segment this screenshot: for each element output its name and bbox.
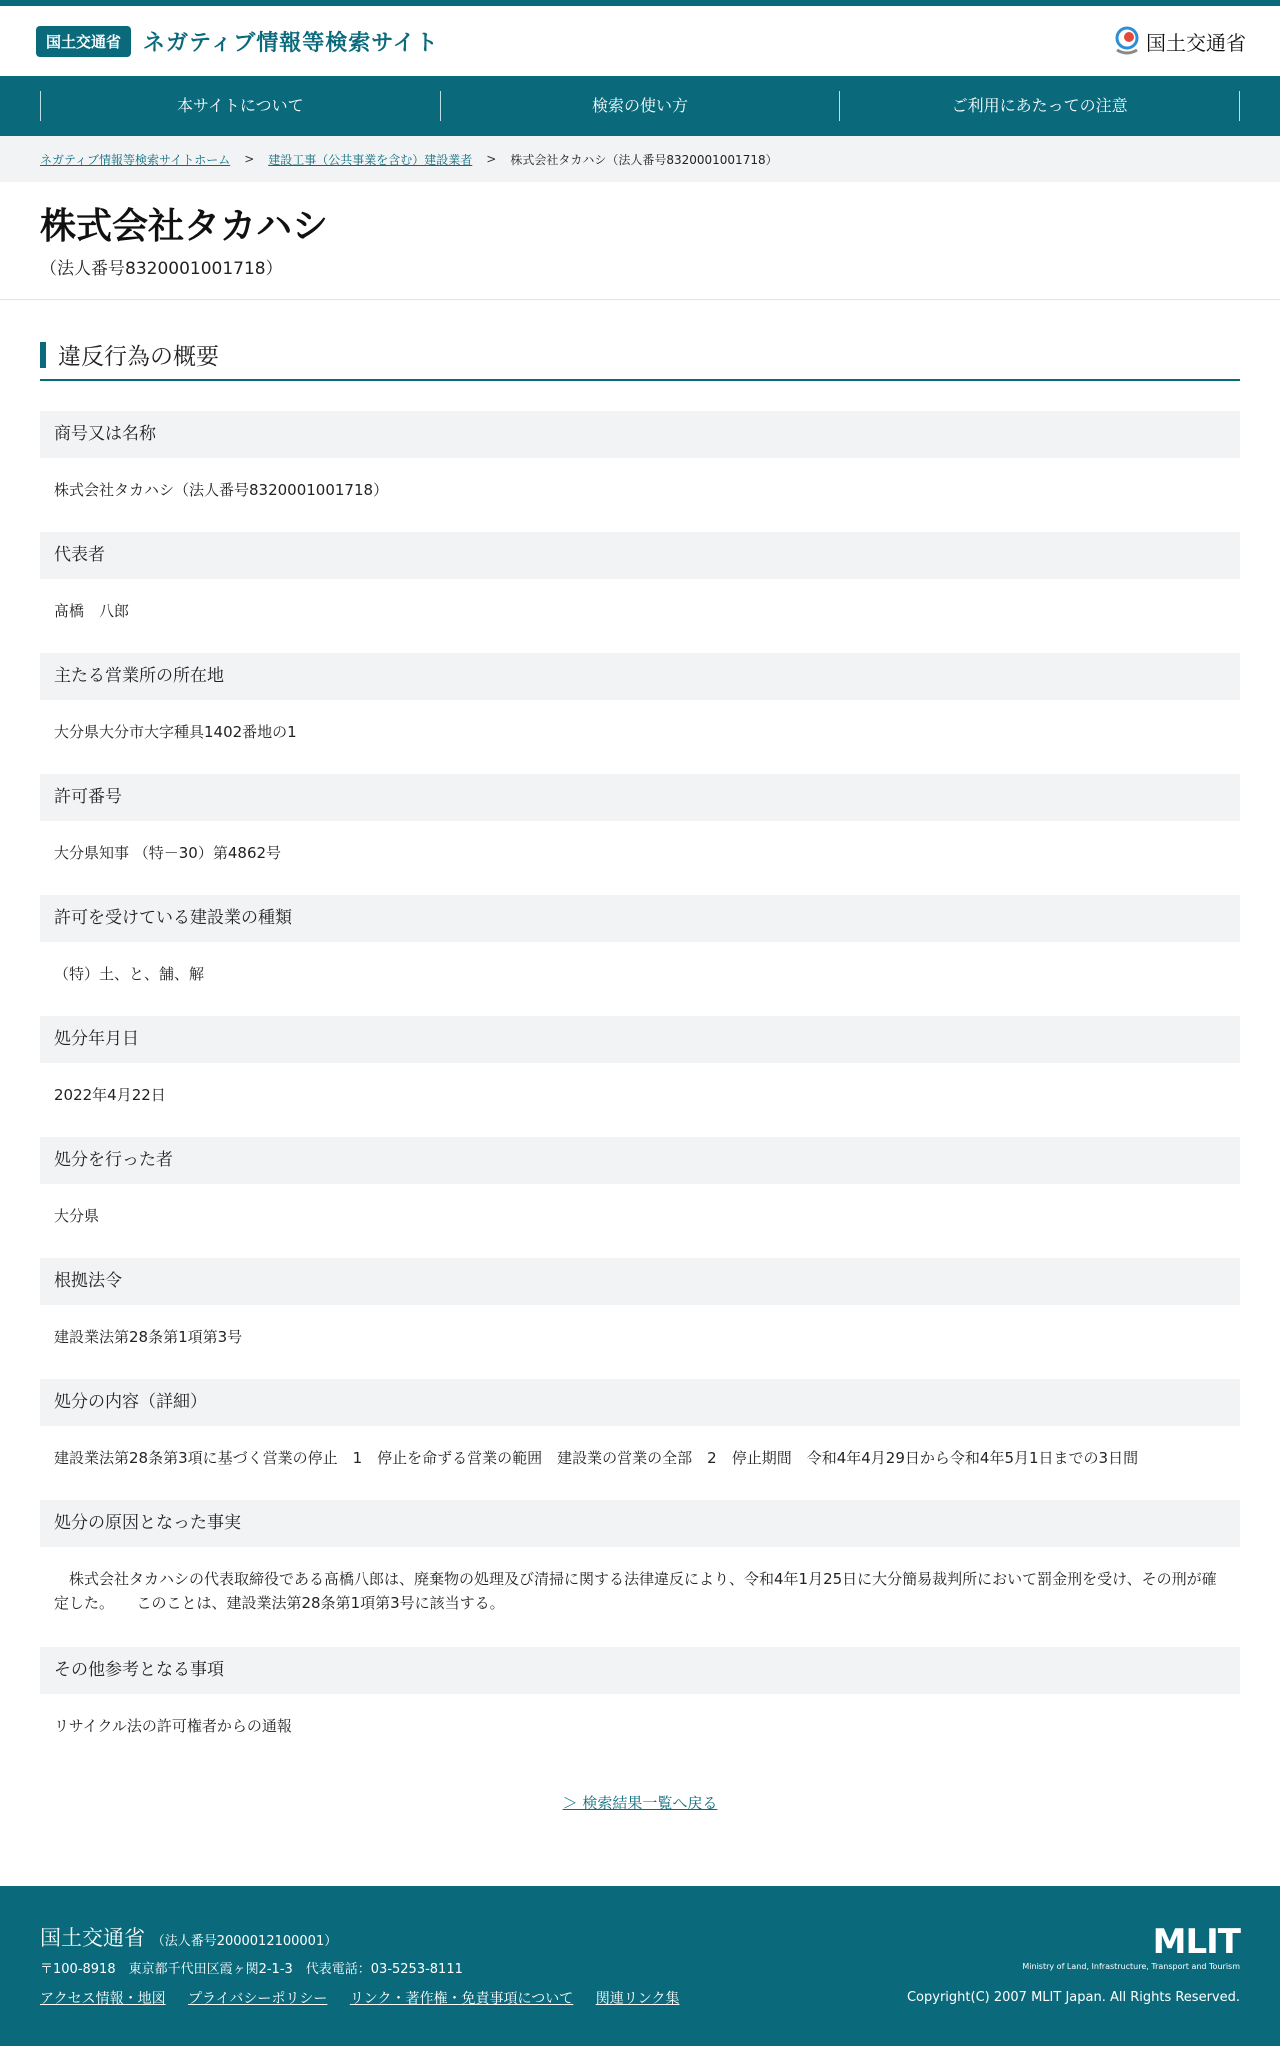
footer-logo[interactable] [1022, 1922, 1240, 1971]
detail-label: 処分の内容（詳細） [40, 1379, 1240, 1426]
main-content [0, 300, 1280, 1813]
site-header [0, 6, 1280, 76]
detail-value: 建設業法第28条第3項に基づく営業の停止 1 停止を命ずる営業の範囲 建設業の営業の全部 2 停止期間 令和4年4月29日から令和4年5月1日までの3日間 [54, 1449, 1139, 1467]
section-heading-text: 違反行為の概要 [58, 344, 219, 370]
footer-link-access[interactable]: アクセス情報・地図 [40, 1991, 166, 2007]
footer-org-name: 国土交通省 [40, 1926, 145, 1950]
detail-label: その他参考となる事項 [40, 1647, 1240, 1694]
footer-org [40, 1922, 463, 1952]
nav-notes[interactable]: ご利用にあたっての注意 [839, 91, 1240, 121]
detail-value: 2022年4月22日 [54, 1086, 166, 1104]
ministry-badge: 国土交通省 [36, 26, 131, 57]
breadcrumb-home[interactable]: ネガティブ情報等検索サイトホーム [40, 152, 231, 167]
detail-label: 代表者 [40, 532, 1240, 579]
detail-label: 許可を受けている建設業の種類 [40, 895, 1240, 942]
breadcrumb-category[interactable]: 建設工事（公共事業を含む）建設業者 [268, 152, 473, 167]
footer-org-info [40, 1922, 463, 1977]
footer-links [40, 1988, 697, 2008]
back-link-wrap [40, 1792, 1240, 1813]
site-title: ネガティブ情報等検索サイト [143, 30, 439, 56]
detail-value: リサイクル法の許可権者からの通報 [54, 1717, 292, 1735]
detail-label: 処分を行った者 [40, 1137, 1240, 1184]
footer-copyright: Copyright(C) 2007 MLIT Japan. All Rights Reserved. [906, 1990, 1240, 2005]
detail-value: 髙橋 八郎 [54, 602, 130, 620]
page-title: 株式会社タカハシ [40, 206, 329, 247]
corporate-number: （法人番号8320001001718） [40, 259, 283, 279]
detail-label: 主たる営業所の所在地 [40, 653, 1240, 700]
breadcrumb-separator: > [486, 152, 497, 166]
mlit-logo-text: MLIT [1152, 1922, 1240, 1962]
detail-label: 根拠法令 [40, 1258, 1240, 1305]
nav-how-to-search[interactable]: 検索の使い方 [440, 91, 840, 121]
detail-value: 大分県知事 （特－30）第4862号 [54, 844, 282, 862]
detail-value: （特）土、と、舗、解 [54, 965, 205, 983]
detail-label: 許可番号 [40, 774, 1240, 821]
mlit-logo-subtitle: Ministry of Land, Infrastructure, Transport and Tourism [1022, 1962, 1240, 1971]
site-brand[interactable] [36, 26, 439, 57]
section-heading [40, 338, 1240, 381]
heading-accent-bar [40, 342, 46, 368]
detail-label: 商号又は名称 [40, 411, 1240, 458]
nav-about[interactable]: 本サイトについて [40, 91, 440, 121]
detail-value: 大分県 [54, 1207, 100, 1225]
breadcrumb [0, 136, 1280, 182]
breadcrumb-current: 株式会社タカハシ（法人番号8320001001718） [510, 152, 778, 167]
breadcrumb-separator: > [244, 152, 255, 166]
footer-link-privacy[interactable]: プライバシーポリシー [188, 1991, 328, 2007]
detail-value: 大分県大分市大字種具1402番地の1 [54, 723, 297, 741]
footer-address: 〒100-8918 東京都千代田区霞ヶ関2-1-3 代表電話：03-5253-8111 [40, 1962, 463, 1977]
detail-value: 建設業法第28条第1項第3号 [54, 1328, 243, 1346]
mlit-swirl-icon [1114, 26, 1140, 56]
ministry-logo-text: 国土交通省 [1146, 30, 1246, 55]
company-header [0, 182, 1280, 300]
footer-link-related[interactable]: 関連リンク集 [595, 1991, 680, 2007]
main-nav [0, 76, 1280, 136]
footer-link-copyright[interactable]: リンク・著作権・免責事項について [349, 1991, 574, 2007]
detail-label: 処分年月日 [40, 1016, 1240, 1063]
ministry-logo[interactable] [1114, 26, 1246, 56]
site-footer [0, 1886, 1280, 2046]
detail-label: 処分の原因となった事実 [40, 1500, 1240, 1547]
violation-details [40, 411, 1240, 1768]
detail-value: 株式会社タカハシ（法人番号8320001001718） [54, 481, 389, 499]
detail-value: 株式会社タカハシの代表取締役である髙橋八郎は、廃棄物の処理及び清掃に関する法律違反により、令和4年1月25日に大分簡易裁判所において罰金刑を受け、その刑が確定した。 このことは、建設業法第28条第1項第3号に該当する。 [54, 1570, 1217, 1612]
footer-org-number: （法人番号2000012100001） [151, 1934, 338, 1949]
back-to-results-link[interactable]: ＞ 検索結果一覧へ戻る [562, 1794, 718, 1812]
